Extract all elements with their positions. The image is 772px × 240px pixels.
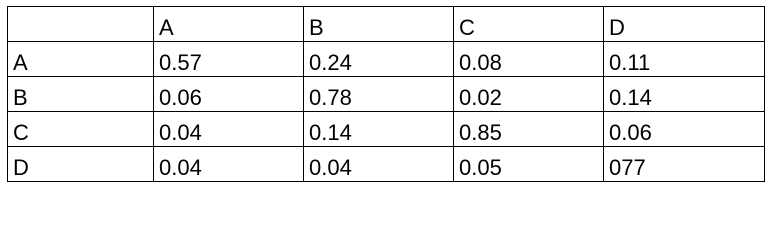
row-label-cell: C [8,112,154,147]
header-cell-b: B [304,7,454,42]
table-cell: 0.14 [304,112,454,147]
table-header-row [8,7,765,42]
table-cell: 0.78 [304,77,454,112]
table-cell: 0.85 [454,112,604,147]
header-cell-corner [8,7,154,42]
table-cell: 0.06 [604,112,765,147]
row-label-cell: B [8,77,154,112]
table-cell: 0.05 [454,147,604,182]
header-cell-d: D [604,7,765,42]
row-label-cell: D [8,147,154,182]
table-row [8,42,765,77]
table-cell: 0.57 [154,42,304,77]
header-cell-c: C [454,7,604,42]
table-cell: 0.06 [154,77,304,112]
table-cell: 0.08 [454,42,604,77]
header-cell-a: A [154,7,304,42]
table-cell: 0.11 [604,42,765,77]
row-label-cell: A [8,42,154,77]
table-row [8,147,765,182]
table-row [8,112,765,147]
table-cell: 0.14 [604,77,765,112]
matrix-table [7,6,765,182]
table-cell: 0.04 [304,147,454,182]
table-row [8,77,765,112]
table-cell: 0.24 [304,42,454,77]
table-cell: 077 [604,147,765,182]
table-cell: 0.04 [154,112,304,147]
table-cell: 0.04 [154,147,304,182]
table-cell: 0.02 [454,77,604,112]
